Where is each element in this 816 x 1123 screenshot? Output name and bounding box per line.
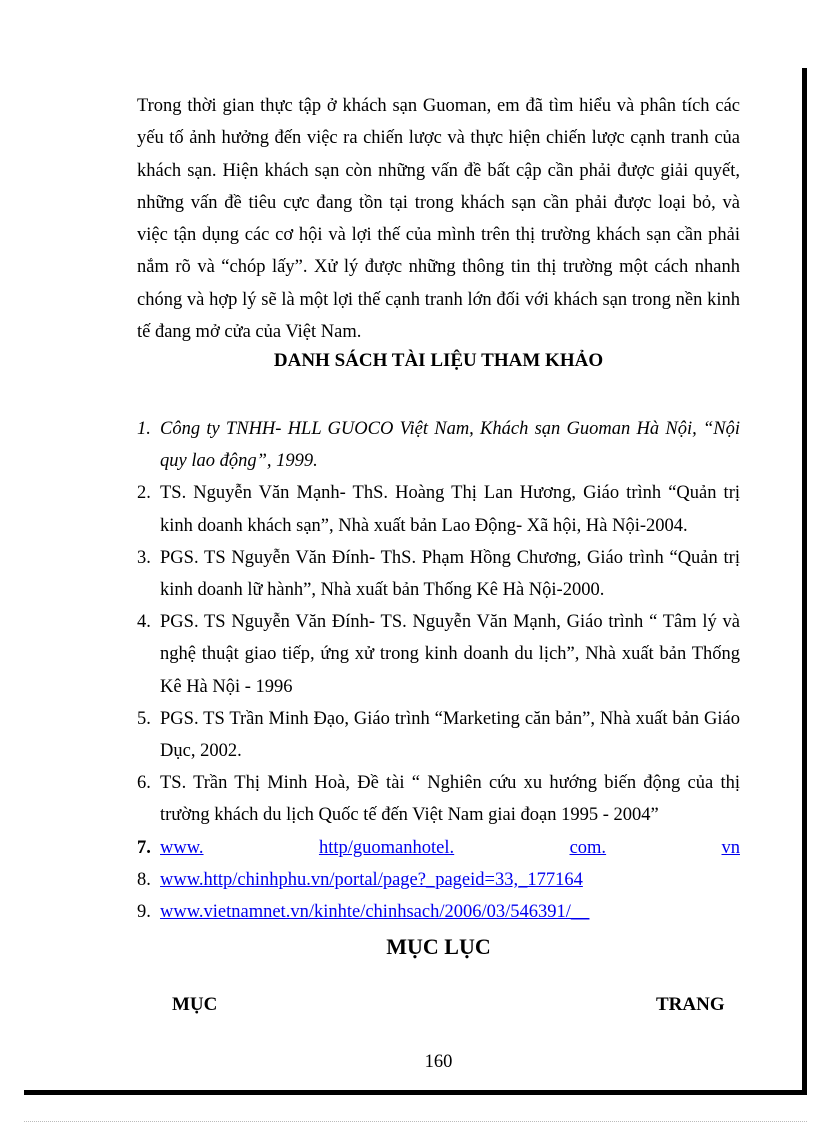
reference-number: 7. [137, 837, 151, 858]
toc-column-page: TRANG [656, 994, 725, 1015]
reference-number: 6. [137, 773, 151, 794]
reference-item [137, 703, 740, 767]
reference-text: PGS. TS Trần Minh Đạo, Giáo trình “Marketing căn bản”, Nhà xuất bản Giáo Dục, 2002. [160, 708, 740, 762]
reference-item [137, 413, 740, 477]
reference-item [137, 542, 740, 606]
reference-item [137, 767, 740, 831]
link-part: www. [160, 837, 204, 858]
toc-column-section: MỤC [172, 994, 218, 1015]
reference-link-chinhphu[interactable]: www.http/chinhphu.vn/portal/page?_pageid=33,_177164 [160, 869, 583, 890]
page-border-bottom [24, 1090, 807, 1095]
reference-link-vietnamnet[interactable]: www.vietnamnet.vn/kinhte/chinhsach/2006/03/546391/__ [160, 902, 590, 923]
reference-item [137, 864, 740, 896]
toc-heading: MỤC LỤC [386, 934, 491, 959]
reference-number: 2. [137, 483, 151, 504]
reference-link-guomanhotel[interactable] [160, 832, 740, 864]
reference-number: 1. [137, 419, 151, 439]
page-border-right [802, 68, 807, 1090]
page-number: 160 [424, 1052, 453, 1072]
reference-number: 3. [137, 547, 151, 568]
reference-text: PGS. TS Nguyễn Văn Đính- TS. Nguyễn Văn Mạnh, Giáo trình “ Tâm lý và nghệ thuật giao tiếp, ứng xử trong kinh doanh du lịch”, Nhà xuất bản Thống Kê Hà Nội - 1996 [160, 612, 740, 697]
link-part: http/guomanhotel. [318, 837, 455, 858]
page-break-line [24, 1121, 807, 1122]
reference-item [137, 606, 740, 703]
references-list [137, 413, 740, 928]
intro-paragraph: Trong thời gian thực tập ở khách sạn Guoman, em đã tìm hiểu và phân tích các yếu tố ảnh hưởng đến việc ra chiến lược và thực hiện chiến lược cạnh tranh của khách sạn. Hiện khách sạn còn những vấn đề bất cập cần phải được giải quyết, những vấn đề tiêu cực đang tồn tại trong khách sạn cần phải được loại bỏ, và việc tận dụng các cơ hội và lợi thế của mình trên thị trường khách sạn cần phải nắm rõ và “chóp lấy”. Xử lý được những thông tin thị trường một cách nhanh chóng và hợp lý sẽ là một lợi thế cạnh tranh lớn đối với khách sạn trong nền kinh tế đang mở cửa của Việt Nam. [137, 96, 740, 343]
link-part: com. [569, 837, 607, 858]
reference-text: TS. Trần Thị Minh Hoà, Đề tài “ Nghiên cứu xu hướng biến động của thị trường khách du lịch Quốc tế đến Việt Nam giai đoạn 1995 - 2004” [160, 773, 740, 826]
reference-number: 8. [137, 869, 151, 890]
reference-item [137, 832, 740, 864]
link-part: vn [721, 837, 740, 858]
reference-text: TS. Nguyễn Văn Mạnh- ThS. Hoàng Thị Lan Hương, Giáo trình “Quản trị kinh doanh khách sạn”, Nhà xuất bản Lao Động- Xã hội, Hà Nội-2004. [160, 483, 740, 536]
reference-item [137, 896, 740, 928]
reference-text: PGS. TS Nguyễn Văn Đính- ThS. Phạm Hồng Chương, Giáo trình “Quản trị kinh doanh lữ hành”, Nhà xuất bản Thống Kê Hà Nội-2000. [160, 547, 740, 601]
reference-item [137, 477, 740, 541]
reference-number: 4. [137, 612, 151, 633]
reference-number: 9. [137, 902, 151, 923]
reference-text: Công ty TNHH- HLL GUOCO Việt Nam, Khách sạn Guoman Hà Nội, “Nội quy lao động”, 1999. [160, 419, 740, 472]
references-heading: DANH SÁCH TÀI LIỆU THAM KHẢO [273, 350, 604, 371]
reference-number: 5. [137, 708, 151, 729]
